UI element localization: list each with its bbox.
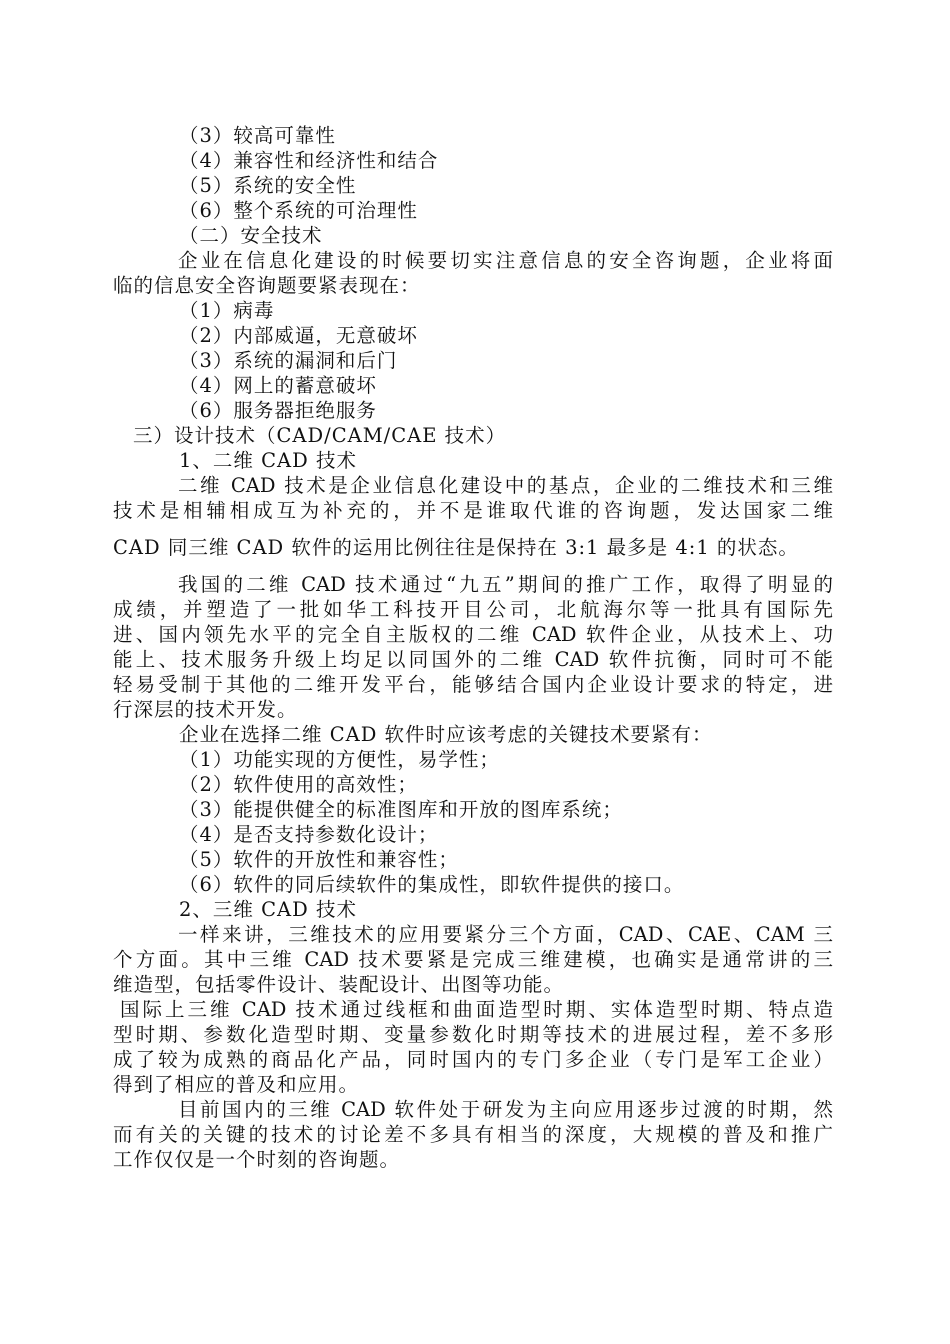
paragraph-line: 工作仅仅是一个时刻的咨询题。 (113, 1148, 401, 1171)
subsection-heading: 1、二维 CAD 技术 (179, 449, 357, 472)
paragraph-line: 成了较为成熟的商品化产品，同时国内的专门多企业（专门是军工企业） (113, 1048, 833, 1071)
list-item: （4）网上的蓄意破坏 (179, 374, 377, 397)
list-item: （3）系统的漏洞和后门 (179, 349, 398, 372)
list-item: （6）整个系统的可治理性 (179, 199, 418, 222)
paragraph-line: 能上、技术服务升级上均足以同国外的二维 CAD 软件抗衡，同时可不能 (113, 648, 833, 671)
list-item: （2）内部威逼，无意破坏 (179, 324, 418, 347)
list-item: （3）较高可靠性 (179, 124, 336, 147)
list-item: （1）病毒 (179, 299, 275, 322)
paragraph-line: 行深层的技术开发。 (113, 698, 298, 721)
paragraph-line: 一样来讲，三维技术的应用要紧分三个方面，CAD、CAE、CAM 三 (178, 923, 833, 946)
paragraph-line: 维造型，包括零件设计、装配设计、出图等功能。 (113, 973, 565, 996)
subsection-heading: 2、三维 CAD 技术 (179, 898, 357, 921)
paragraph-line: 进、国内领先水平的完全自主版权的二维 CAD 软件企业，从技术上、功 (113, 623, 833, 646)
list-item: （6）软件的同后续软件的集成性，即软件提供的接口。 (179, 873, 685, 896)
paragraph-line: 企业在选择二维 CAD 软件时应该考虑的关键技术要紧有： (179, 723, 713, 746)
paragraph-line: 轻易受制于其他的二维开发平台，能够结合国内企业设计要求的特定，进 (113, 673, 833, 696)
paragraph-line: 成绩，并塑造了一批如华工科技开目公司，北航海尔等一批具有国际先 (113, 598, 833, 621)
paragraph-line: 临的信息安全咨询题要紧表现在： (113, 274, 421, 297)
list-item: （6）服务器拒绝服务 (179, 399, 377, 422)
section-heading: （二）安全技术 (179, 224, 323, 247)
paragraph-line: CAD 同三维 CAD 软件的运用比例往往是保持在 3:1 最多是 4:1 的状态。 (113, 536, 799, 559)
list-item: （3）能提供健全的标准图库和开放的图库系统； (179, 798, 623, 821)
section-heading: 三）设计技术（CAD/CAM/CAE 技术） (133, 424, 507, 447)
paragraph-line: 目前国内的三维 CAD 软件处于研发为主向应用逐步过渡的时期，然 (178, 1098, 833, 1121)
paragraph-line: 技术是相辅相成互为补充的，并不是谁取代谁的咨询题，发达国家二维 (113, 499, 833, 522)
list-item: （5）系统的安全性 (179, 174, 357, 197)
paragraph-line: 而有关的关键的技术的讨论差不多具有相当的深度，大规模的普及和推广 (113, 1123, 833, 1146)
list-item: （4）兼容性和经济性和结合 (179, 149, 439, 172)
list-item: （4）是否支持参数化设计； (179, 823, 439, 846)
paragraph-line: 型时期、参数化造型时期、变量参数化时期等技术的进展过程，差不多形 (113, 1023, 833, 1046)
paragraph-line: 国际上三维 CAD 技术通过线框和曲面造型时期、实体造型时期、特点造 (120, 998, 833, 1021)
list-item: （5）软件的开放性和兼容性； (179, 848, 459, 871)
paragraph-line: 我国的二维 CAD 技术通过“九五”期间的推广工作，取得了明显的 (178, 573, 833, 596)
list-item: （1）功能实现的方便性，易学性； (179, 748, 500, 771)
list-item: （2）软件使用的高效性； (179, 773, 418, 796)
paragraph-line: 二维 CAD 技术是企业信息化建设中的基点，企业的二维技术和三维 (178, 474, 833, 497)
paragraph-line: 得到了相应的普及和应用。 (113, 1073, 360, 1096)
paragraph-line: 企业在信息化建设的时候要切实注意信息的安全咨询题，企业将面 (178, 249, 833, 272)
paragraph-line: 个方面。其中三维 CAD 技术要紧是完成三维建模，也确实是通常讲的三 (113, 948, 833, 971)
